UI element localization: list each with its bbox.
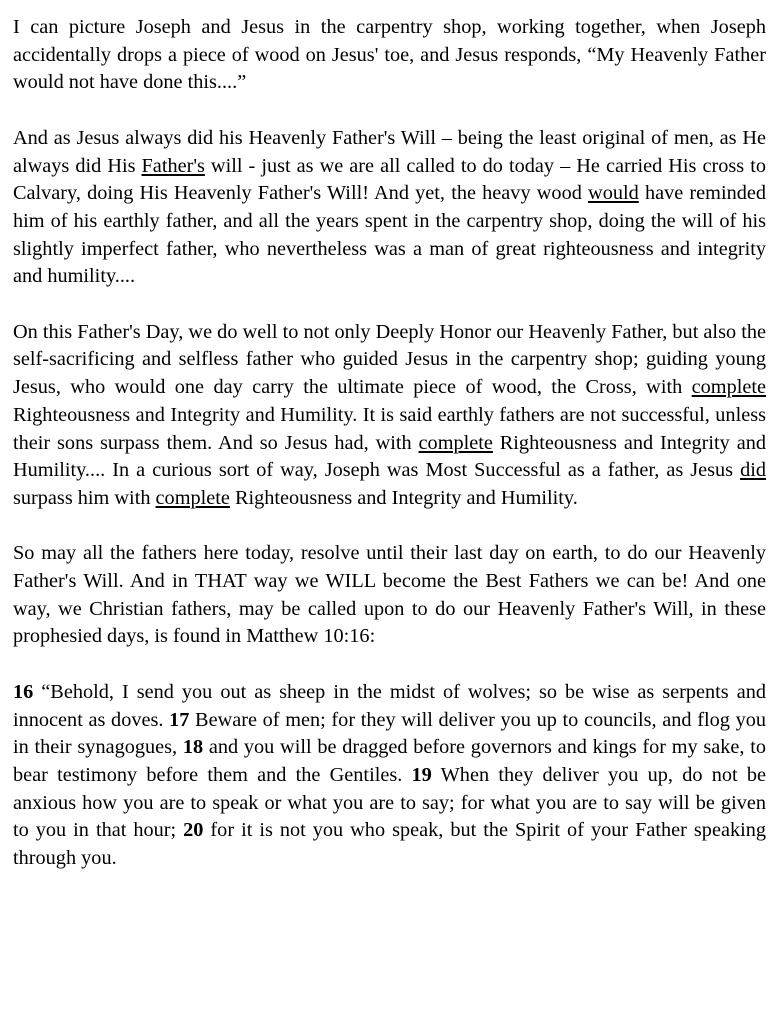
text-segment: surpass him with: [13, 486, 156, 509]
underlined-word: complete: [691, 376, 766, 399]
text-segment: So may all the fathers here today, resolve until their last day on earth, to do our Heavenly Father's Will. And in THAT way we WILL become the Best Fathers we can be! And one way, we Christian fathers, may be called upon to do our Heavenly Father's Will, in these prophesied days, is found in Matthew 10:16:: [13, 542, 766, 648]
text-segment: When they deliver you up, do not be anxious how you are to speak or what you are to say; for what you are to say will be given to you in that hour;: [13, 763, 766, 842]
text-segment: I can picture Joseph and Jesus in the carpentry shop, working together, when Joseph accidentally drops a piece of wood on Jesus' toe, and Jesus responds, “My Heavenly Father would not have done this....”: [13, 16, 766, 94]
text-segment: for it is not you who speak, but the Spirit of your Father speaking through you.: [13, 819, 766, 870]
underlined-word: complete: [155, 486, 230, 509]
underlined-word: Father's: [141, 154, 205, 177]
verse-number: 17: [169, 708, 190, 731]
underlined-word: complete: [418, 431, 493, 454]
verse-number: 19: [411, 763, 432, 786]
text-segment: And as Jesus always did his Heavenly Father's Will – being the least original of men, as He always did His: [13, 126, 766, 177]
paragraph-all-fathers: [13, 540, 766, 651]
underlined-word: would: [588, 182, 639, 205]
text-segment: Beware of men; for they will deliver you up to councils, and flog you in their synagogues,: [13, 708, 766, 759]
paragraph-heavenly-father-will: [13, 125, 766, 291]
paragraph-fathers-day: [13, 319, 766, 513]
verse-number: 18: [182, 736, 204, 759]
text-segment: have reminded him of his earthly father, and all the years spent in the carpentry shop, doing the will of his slightly imperfect father, who nevertheless was a man of great righteousness and integrity and humility....: [13, 182, 767, 288]
text-segment: will - just as we are all called to do today – He carried His cross to Calvary, doing His Heavenly Father's Will! And yet, the heavy wood: [13, 154, 766, 205]
paragraph-matthew-quote: [13, 679, 766, 873]
text-segment: “Behold, I send you out as sheep in the midst of wolves; so be wise as serpents and innocent as doves.: [13, 680, 766, 731]
text-segment: Righteousness and Integrity and Humility. It is said earthly fathers are not successful, unless their sons surpass them. And so Jesus had, with: [13, 403, 766, 454]
text-segment: and you will be dragged before governors and kings for my sake, to bear testimony before them and the Gentiles.: [13, 736, 766, 786]
verse-number: 16: [13, 680, 34, 703]
text-segment: Righteousness and Integrity and Humility.: [229, 486, 578, 509]
underlined-word: did: [740, 459, 766, 482]
text-segment: On this Father's Day, we do well to not only Deeply Honor our Heavenly Father, but also the self-sacrificing and selfless father who guided Jesus in the carpentry shop; guiding young Jesus, who would one day carry the ultimate piece of wood, the Cross, with: [13, 320, 766, 399]
paragraph-carpentry-shop: [13, 14, 766, 97]
text-segment: Righteousness and Integrity and Humility.... In a curious sort of way, Joseph was Most Successful as a father, as Jesus: [13, 431, 766, 482]
verse-number: 20: [183, 819, 204, 842]
